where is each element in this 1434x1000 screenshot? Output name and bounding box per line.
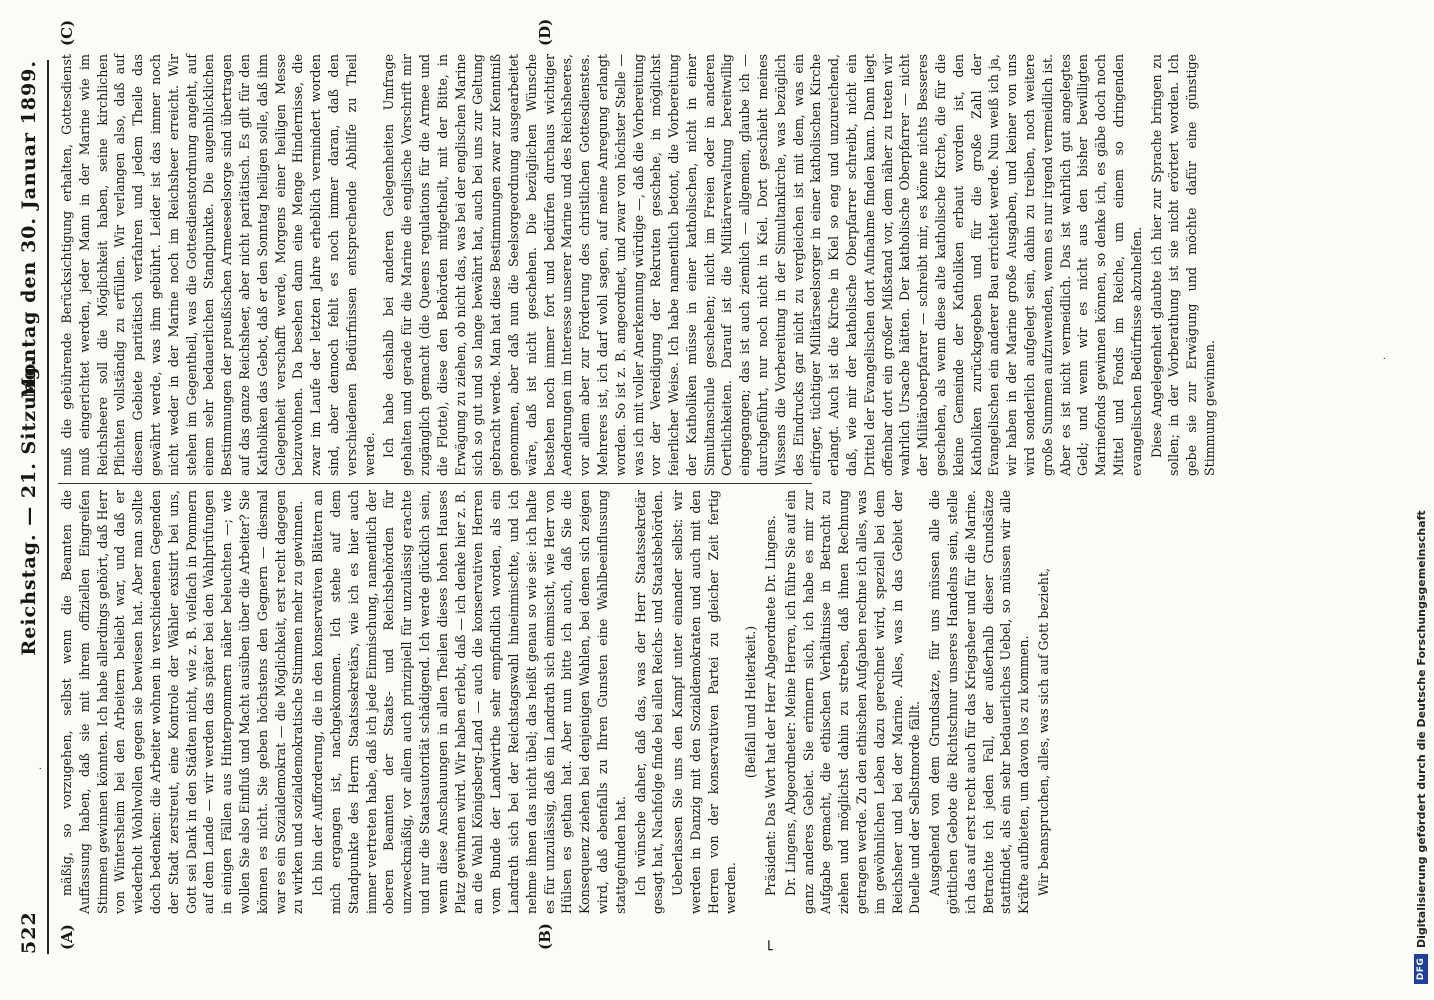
paragraph: Ausgehend von dem Grundsatze, für uns müssen alle die göttlichen Gebote die Richtschnur unseres Handelns sein, stelle ich das auf erst recht auch für das Kriegsheer und für die Marine. Betrachte ich jeden Fall, der außerhalb dieser Grundsätze stattfindet, als ein sehr bedauerliches Uebel, so müssen wir alle Kräfte aufbieten, um davon los zu kommen. <box>927 490 1032 914</box>
paragraph: muß die gebührende Berücksichtigung erhalten, Gottesdienst muß eingerichtet werden, jeder Mann in der Marine wie im Reichsheere soll die Möglichkeit haben, seine kirchlichen Pflichten vollständig zu erfüllen. Wir verlangen also, daß auf diesem Gebiete paritätisch verfahren und jedem Theile das gewährt werde, was ihm gebührt. Leider ist das immer noch nicht weder in der Marine noch im Reichsheer erreicht. Wir stehen im Gegentheil, was die Gottesdienstordnung angeht, auf einem sehr bedauerlichen Standpunkte. Die augenblicklichen Bestimmungen der preußischen Armeeseelsorge sind übertragen auf das ganze Reichsheer, aber nicht paritätisch. Es gilt für den Katholiken das Gebot, daß er den Sonntag heiligen solle, daß ihm Gelegenheit verschafft werde, Morgens einer heiligen Messe beizuwohnen. Da besehen dann eine Menge Hindernisse, die zwar im Laufe der letzten Jahre erheblich vermindert worden sind, aber dennoch fehlt es noch immer daran, daß den verschiedenen Bedürfnissen entsprechende Abhilfe zu Theil werde. <box>59 54 377 476</box>
paragraph: Ich wünsche daher, daß das, was der Herr Staatssekretär gesagt hat, Nachfolge finde bei allen Reichs- und Staatsbehörden. <box>632 490 666 914</box>
session-date: Montag den 30. Januar 1899. <box>18 60 40 399</box>
paragraph: Ich habe deshalb bei anderen Gelegenheiten Umfrage gehalten und gerade für die Marine die englische Vorschrift mir zugänglich gemacht (die Queens regulations für die Armee und die Flotte), diese den Behörden mitgetheilt, mit der Bitte, in Erwägung zu ziehen, ob nicht das, was bei der englischen Marine sich so gut und so lange bewährt hat, auch bei uns zur Geltung gebracht werde. Man hat diese Bestimmungen zwar zur Kenntniß genommen, aber daß nun die Seelsorgeordnung ausgearbeitet wäre, daß ist nicht geschehen. Die bezüglichen Wünsche bestehen noch immer fort und bedürfen durchaus wichtiger Aenderungen im Interesse unserer Marine und des Reichsheeres, vor allem aber zur Förderung des christlichen Gottesdienstes. Mehreres ist, ich darf wohl sagen, auf meine Anregung erlangt worden. So ist z. B. angeordnet, und zwar von höchster Stelle — was ich mit voller Anerkennung würdige —, daß die Vorbereitung vor der Vereidigung der Rekruten geschehe, in möglichst feierlicher Weise. Ich habe namentlich betont, die Vorbereitung der Katholiken müsse in einer katholischen, nicht in einer Simultanschule geschehen; nicht im Freien oder in anderen Oertlichkeiten. Darauf ist die Militärverwaltung bereitwillig eingegangen; das ist auch ziemlich — allgemein, glaube ich — durchgeführt, nur noch nicht in Kiel. Dort geschieht meines Wissens die Vorbereitung in der Simultankirche, was bezüglich des Eindrucks gar nicht zu vergleichen ist mit dem, was ein eifriger, tüchtiger Militärseelsorger in einer katholischen Kirche erlangt. Auch ist die Kirche in Kiel so eng und unzureichend, daß, wie mir der katholische Oberpfarrer schreibt, nicht ein Drittel der Evangelischen dort Aufnahme finden kann. Dann liegt offenbar dort ein großer Mißstand vor, dem näher zu treten wir wahrlich Ursache hätten. Der katholische Oberpfarrer — nicht der Militäroberpfarrer — schreibt mir, es könne nichts Besseres geschehen, als wenn diese alte katholische Kirche, die für die kleine Gemeinde der Katholiken erbaut worden ist, den Katholiken zurückgegeben und für die große Zahl der Evangelischen ein anderer Bau errichtet werde. Nun weiß ich ja, wir haben in der Marine große Ausgaben, und keiner von uns wird sonderlich aufgelegt sein, dahin zu treiben, noch weitere große Summen aufzuwenden, wenn es nur irgend vermeidlich ist. Aber es ist nicht vermeidlich. Das ist wahrlich gut angelegtes Geld; und wenn wir es nicht aus den bisher bewilligten Marinefonds gewinnen können, so denke ich, es gäbe doch noch Mittel und Fonds im Reiche, um einem so dringenden evangelischen Bedürfnisse abzuhelfen. <box>381 54 1144 476</box>
page-number: 522 <box>18 911 40 954</box>
paragraph: Ueberlassen Sie uns den Kampf unter einander selbst: wir werden in Danzig mit den Sozialdemokraten und auch mit den Herren von der konservativen Partei zu gleicher Zeit fertig werden. <box>670 490 739 914</box>
paragraph: Präsident: Das Wort hat der Herr Abgeordnete Dr. Lingens. <box>763 515 779 896</box>
paragraph: Ich bin der Aufforderung, die in den konservativen Blättern an mich ergangen ist, nachgekommen. Ich stehe auf dem Standpunkte des Herrn Staatssekretärs, wie ich es hier auch immer vertreten habe, daß ich jede Einmischung, namentlich der oberen Beamten der Staats- und Reichsbehörden für unzweckmäßig, vor allem auch prinzipiell für unzulässig erachte und nur die Staatsautorität schädigend. Ich werde glücklich sein, wenn diese Anschauungen in allen Theilen dieses hohen Hauses Platz gewinnen wird. Wir haben erlebt, daß — ich denke hier z. B. an die Wahl Königsberg-Land — auch die konservativen Herren vom Bunde der Landwirthe sehr empfindlich worden, als ein Landrath sich bei der Reichstagswahl hineinmischte, und ich nehme ihnen das nicht übel; das heißt genau so wie sie: ich halte es für unzulässig, daß ein Landrath sich einmischt, wie Herr von Hülsen es gethan hat. Aber nun bitte ich auch, daß Sie die Konsequenz ziehen bei denjenigen Wahlen, bei denen sich zeigen wird, daß ebenfalls zu Ihren Gunsten eine Wahlbeeinflussung stattgefunden hat. <box>310 490 628 914</box>
header-rule <box>47 60 49 954</box>
margin-mark-a: (A) <box>58 924 76 950</box>
dfg-logo-icon: DFG <box>1414 954 1428 984</box>
paragraph: mäßig, so vorzugehen, selbst wenn die Beamten die Auffassung haben, daß sie mit ihrem offiziellen Eingreifen Stimmen gewinnen könnten. Ich habe allerdings gehört, daß Herr von Wintersheim bei den Arbeitern beliebt war, und daß er wiederholt Wohlwollen gegen sie bewiesen hat. Aber man sollte doch bedenken: die Arbeiter wohnen in verschiedenen Gegenden der Stadt zerstreut, eine Kontrole der Wähler existirt bei uns, Gott sei Dank in den Städten nicht, wie z. B. vielfach in Pommern auf dem Lande — wir werden das später bei den Wahlprüfungen in einigen Fällen aus Hinterpommern näher beleuchten —; wie wollen Sie also Einfluß und Macht ausüben über die Arbeiter? Sie können es nicht. Sie geben höchstens den Gegnern — diesmal war es ein Sozialdemokrat — die Möglichkeit, erst recht dagegen zu wirken und sozialdemokratische Stimmen mehr zu gewinnen. <box>59 490 306 914</box>
speck: · <box>1380 356 1391 360</box>
margin-mark-d: (D) <box>536 18 554 46</box>
right-column <box>58 54 1217 476</box>
dfg-credit <box>1414 510 1428 984</box>
column-divider <box>58 483 812 484</box>
credit-text: Digitalisierung gefördert durch die Deutsche Forschungsgemeinschaft <box>1414 510 1428 948</box>
margin-mark-b: (B) <box>536 923 554 950</box>
margin-mark-c: (C) <box>58 19 76 46</box>
paragraph: Wir beanspruchen, alles, was sich auf Gott bezieht, <box>1036 567 1052 896</box>
corner-mark: ⌐ <box>760 938 779 952</box>
paragraph: Dr. Lingens, Abgeordneter: Meine Herren, ich führe Sie auf ein ganz anderes Gebiet. Sie erinnern sich, ich habe es mir zur Aufgabe gemacht, die ethischen Verhältnisse in Betracht zu ziehen und möglichst dahin zu streben, daß ihnen Rechnung getragen werde. Zu den ethischen Aufgaben rechne ich alles, was im gewöhnlichen Leben dazu gerechnet wird, speziell bei dem Reichsheer und bei der Marine. Alles, was in das Gebiet der Duelle und der Selbstmorde fällt. <box>782 490 923 914</box>
speck: · <box>36 766 47 770</box>
page-header <box>16 60 50 954</box>
left-column <box>58 490 1052 914</box>
page-title: Reichstag. — 21. Sitzung. <box>18 358 40 656</box>
paragraph: Diese Angelegenheit glaubte ich hier zur Sprache bringen zu sollen; in der Vorberathung ist sie nicht erörtert worden. Ich gebe sie zur Erwägung und möchte dafür eine günstige Stimmung gewinnen. <box>1148 54 1217 476</box>
applause-note: (Beifall und Heiterkeit.) <box>743 625 759 779</box>
